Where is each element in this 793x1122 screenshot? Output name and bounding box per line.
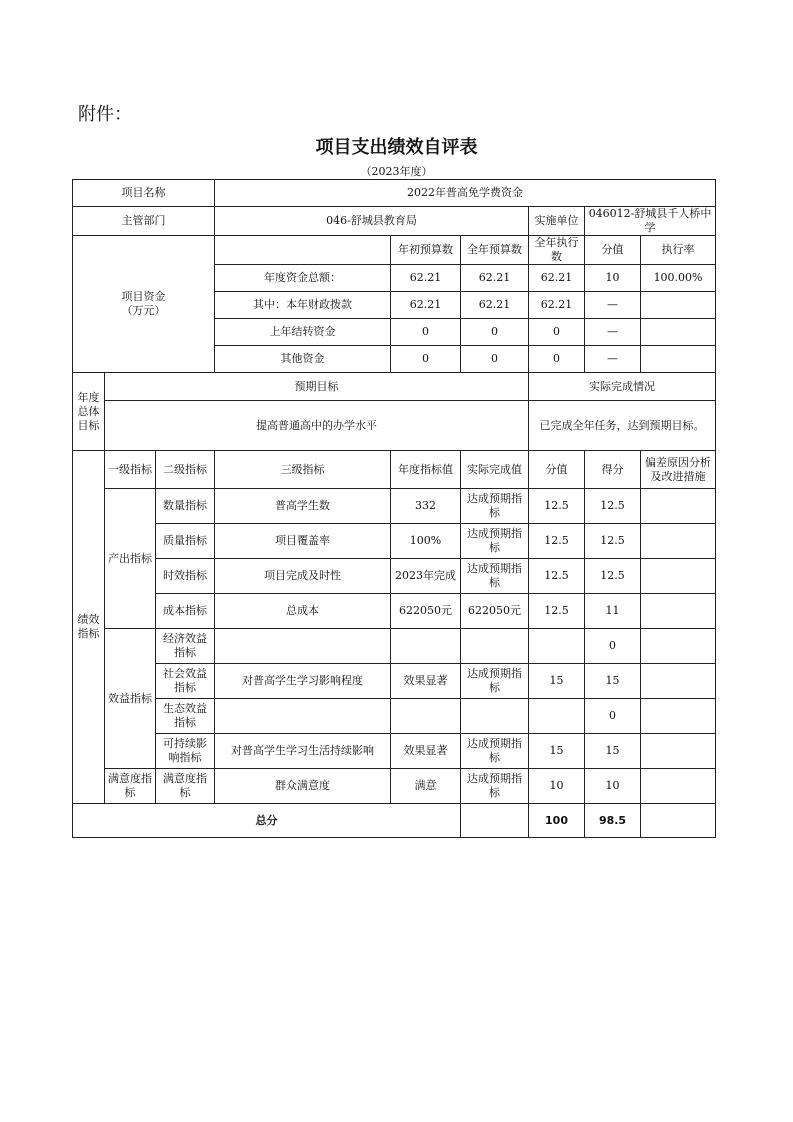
funds-cell: 62.21	[461, 292, 529, 319]
total-label: 总分	[73, 804, 461, 838]
funds-row-label: 年度资金总额：	[215, 265, 391, 292]
perf-header: 三级指标	[215, 451, 391, 489]
total-score: 100	[529, 804, 585, 838]
funds-header: 全年预算数	[461, 236, 529, 265]
funds-cell: —	[585, 292, 641, 319]
funds-label: 项目资金 （万元）	[73, 236, 215, 373]
impl-value: 046012-舒城县千人桥中学	[585, 207, 716, 236]
got-cell: 0	[585, 629, 641, 664]
score-cell: 15	[529, 664, 585, 699]
funds-cell: 100.00%	[641, 265, 716, 292]
target-cell: 效果显著	[391, 664, 461, 699]
note-cell	[641, 734, 716, 769]
score-cell	[529, 699, 585, 734]
self-evaluation-table	[72, 179, 716, 838]
actual-cell: 达成预期指标	[461, 489, 529, 524]
dept-label: 主管部门	[73, 207, 215, 236]
funds-header: 年初预算数	[391, 236, 461, 265]
level1-output: 产出指标	[105, 489, 156, 629]
target-cell: 满意	[391, 769, 461, 804]
got-cell: 15	[585, 734, 641, 769]
target-cell	[391, 629, 461, 664]
actual-cell	[461, 629, 529, 664]
total-note	[641, 804, 716, 838]
perf-header: 一级指标	[105, 451, 156, 489]
note-cell	[641, 699, 716, 734]
expected-goal-text: 提高普通高中的办学水平	[105, 401, 529, 451]
funds-header-blank	[215, 236, 391, 265]
target-cell: 622050元	[391, 594, 461, 629]
funds-row-label: 其中：本年财政拨款	[215, 292, 391, 319]
level2-cell: 时效指标	[156, 559, 215, 594]
level3-cell	[215, 699, 391, 734]
perf-indicator-label: 绩效 指标	[73, 451, 105, 804]
got-cell: 10	[585, 769, 641, 804]
perf-header: 偏差原因分析及改进措施	[641, 451, 716, 489]
perf-header: 得分	[585, 451, 641, 489]
dept-value: 046-舒城县教育局	[215, 207, 529, 236]
level2-cell: 成本指标	[156, 594, 215, 629]
funds-cell: 62.21	[391, 265, 461, 292]
funds-header: 执行率	[641, 236, 716, 265]
score-cell: 10	[529, 769, 585, 804]
funds-cell: 62.21	[529, 292, 585, 319]
level2-cell: 社会效益指标	[156, 664, 215, 699]
funds-header: 全年执行数	[529, 236, 585, 265]
got-cell: 12.5	[585, 489, 641, 524]
total-blank	[461, 804, 529, 838]
actual-cell: 622050元	[461, 594, 529, 629]
got-cell: 12.5	[585, 524, 641, 559]
target-cell: 效果显著	[391, 734, 461, 769]
funds-cell	[641, 346, 716, 373]
actual-cell	[461, 699, 529, 734]
page-title: 项目支出绩效自评表	[315, 137, 478, 158]
expected-goal-label: 预期目标	[105, 373, 529, 401]
note-cell	[641, 489, 716, 524]
impl-label: 实施单位	[529, 207, 585, 236]
level3-cell: 项目完成及时性	[215, 559, 391, 594]
year-subtitle: （2023年度）	[360, 165, 433, 178]
funds-cell: 0	[529, 319, 585, 346]
funds-cell: 0	[391, 319, 461, 346]
funds-cell: 62.21	[461, 265, 529, 292]
got-cell: 15	[585, 664, 641, 699]
funds-cell	[641, 319, 716, 346]
funds-cell	[641, 292, 716, 319]
overall-goal-label: 年度 总体 目标	[73, 373, 105, 451]
funds-cell: —	[585, 346, 641, 373]
actual-cell: 达成预期指标	[461, 559, 529, 594]
funds-cell: 0	[461, 319, 529, 346]
score-cell: 12.5	[529, 559, 585, 594]
target-cell: 2023年完成	[391, 559, 461, 594]
note-cell	[641, 524, 716, 559]
level2-cell: 满意度指标	[156, 769, 215, 804]
note-cell	[641, 664, 716, 699]
level2-cell: 经济效益指标	[156, 629, 215, 664]
actual-completion-label: 实际完成情况	[529, 373, 716, 401]
score-cell: 15	[529, 734, 585, 769]
project-name-label: 项目名称	[73, 180, 215, 207]
level2-cell: 质量指标	[156, 524, 215, 559]
got-cell: 11	[585, 594, 641, 629]
level3-cell: 对普高学生学习影响程度	[215, 664, 391, 699]
funds-cell: 62.21	[529, 265, 585, 292]
note-cell	[641, 594, 716, 629]
score-cell: 12.5	[529, 524, 585, 559]
note-cell	[641, 769, 716, 804]
note-cell	[641, 559, 716, 594]
level3-cell: 总成本	[215, 594, 391, 629]
funds-cell: 0	[391, 346, 461, 373]
actual-cell: 达成预期指标	[461, 734, 529, 769]
perf-header: 二级指标	[156, 451, 215, 489]
level1-benefit: 效益指标	[105, 629, 156, 769]
funds-cell: 0	[461, 346, 529, 373]
project-name-value: 2022年普高免学费资金	[215, 180, 716, 207]
level1-satisfaction: 满意度指标	[105, 769, 156, 804]
perf-header: 分值	[529, 451, 585, 489]
level3-cell: 群众满意度	[215, 769, 391, 804]
level3-cell: 项目覆盖率	[215, 524, 391, 559]
note-cell	[641, 629, 716, 664]
level3-cell	[215, 629, 391, 664]
score-cell: 12.5	[529, 594, 585, 629]
funds-header: 分值	[585, 236, 641, 265]
actual-cell: 达成预期指标	[461, 664, 529, 699]
target-cell: 332	[391, 489, 461, 524]
total-got: 98.5	[585, 804, 641, 838]
actual-completion-text: 已完成全年任务，达到预期目标。	[529, 401, 716, 451]
score-cell: 12.5	[529, 489, 585, 524]
actual-cell: 达成预期指标	[461, 769, 529, 804]
funds-cell: —	[585, 319, 641, 346]
funds-row-label: 其他资金	[215, 346, 391, 373]
level3-cell: 普高学生数	[215, 489, 391, 524]
funds-cell: 62.21	[391, 292, 461, 319]
funds-cell: 0	[529, 346, 585, 373]
level2-cell: 生态效益指标	[156, 699, 215, 734]
perf-header: 年度指标值	[391, 451, 461, 489]
got-cell: 0	[585, 699, 641, 734]
level2-cell: 可持续影响指标	[156, 734, 215, 769]
actual-cell: 达成预期指标	[461, 524, 529, 559]
got-cell: 12.5	[585, 559, 641, 594]
level2-cell: 数量指标	[156, 489, 215, 524]
funds-cell: 10	[585, 265, 641, 292]
perf-header: 实际完成值	[461, 451, 529, 489]
target-cell	[391, 699, 461, 734]
attachment-label: 附件：	[78, 104, 132, 125]
level3-cell: 对普高学生学习生活持续影响	[215, 734, 391, 769]
funds-row-label: 上年结转资金	[215, 319, 391, 346]
target-cell: 100%	[391, 524, 461, 559]
score-cell	[529, 629, 585, 664]
